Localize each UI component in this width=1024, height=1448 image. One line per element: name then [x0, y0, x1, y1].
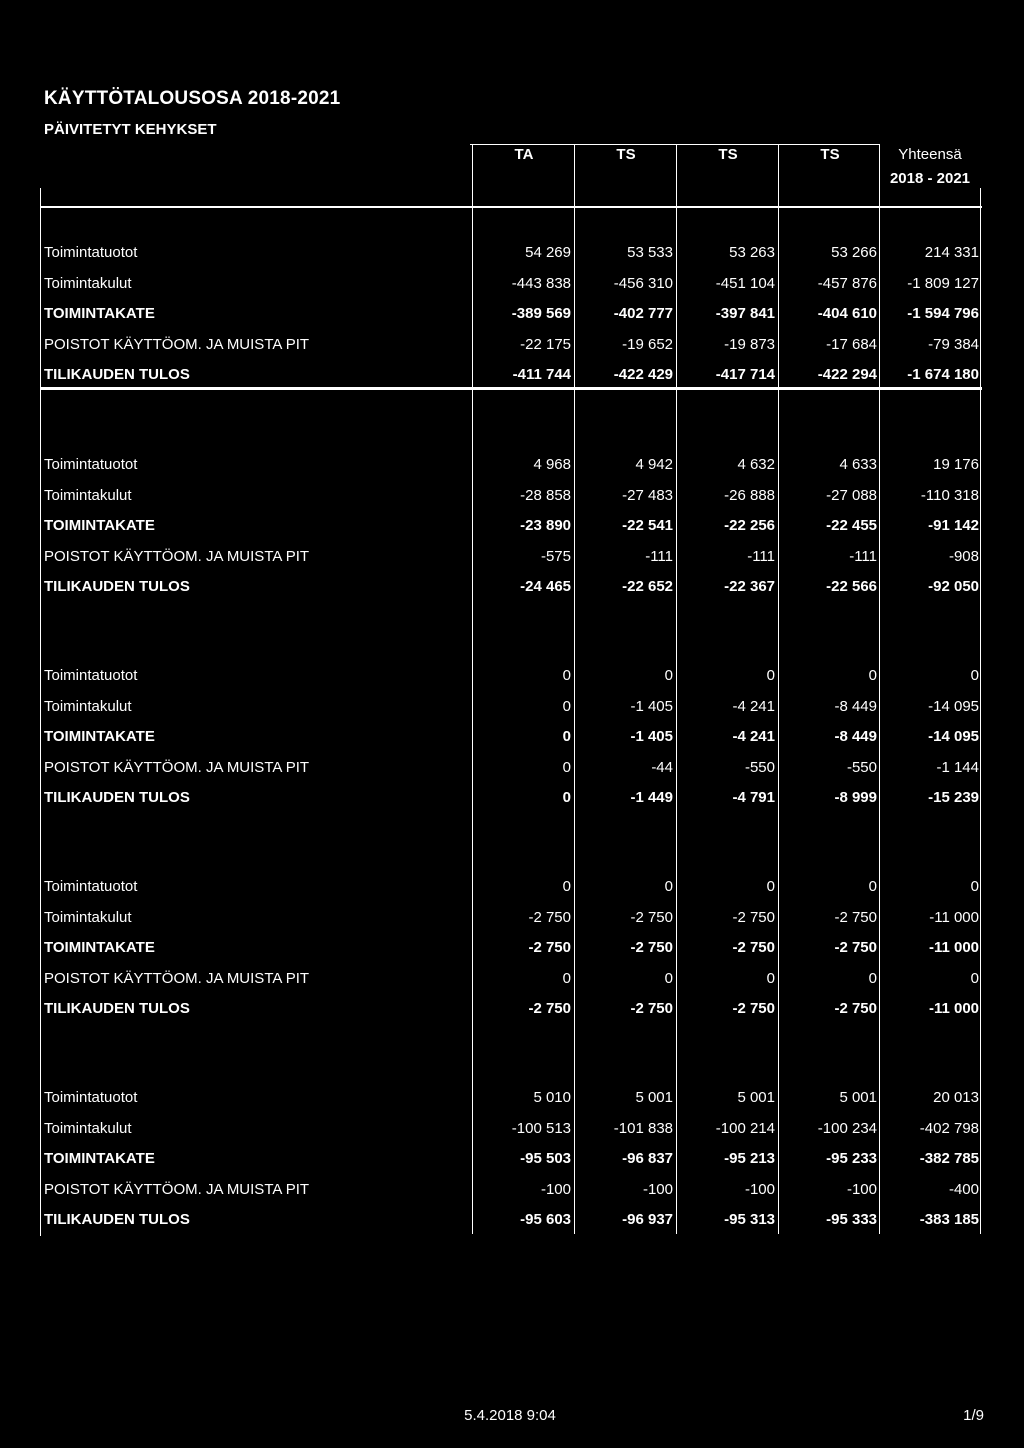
row-value: -550 [846, 758, 877, 776]
table-row [44, 274, 984, 304]
row-value: -100 [540, 1180, 571, 1198]
table-row [44, 486, 984, 516]
row-value: -23 890 [520, 517, 571, 534]
row-value: 0 [562, 758, 571, 776]
row-label: Toimintakulut [44, 486, 132, 504]
row-value: -402 777 [613, 305, 673, 322]
row-value: -15 239 [928, 789, 979, 806]
row-value: -402 798 [919, 1119, 979, 1137]
page-subtitle: PÄIVITETYT KEHYKSET [44, 121, 217, 138]
row-value: -1 144 [936, 758, 979, 776]
row-value: -389 569 [511, 305, 571, 322]
row-value: 0 [664, 667, 673, 684]
row-value: -22 455 [826, 517, 877, 534]
row-label: Toimintatuotot [44, 244, 138, 261]
column-header-ta: TA [514, 146, 534, 163]
column-header-ts-3: TS [820, 146, 840, 163]
row-value: -100 234 [817, 1119, 877, 1137]
row-value: -2 750 [732, 939, 775, 956]
row-label: Toimintatuotot [44, 456, 138, 473]
row-value: 0 [562, 789, 571, 806]
row-label: TILIKAUDEN TULOS [44, 1211, 190, 1228]
footer-date: 5.4.2018 9:04 [464, 1407, 556, 1424]
row-value: -111 [645, 547, 673, 565]
row-value: -908 [948, 547, 979, 565]
row-value: -95 603 [520, 1211, 571, 1228]
row-value: -95 233 [826, 1150, 877, 1167]
page-title: KÄYTTÖTALOUSOSA 2018-2021 [44, 88, 341, 109]
row-label: POISTOT KÄYTTÖOM. JA MUISTA PIT [44, 758, 310, 776]
table-row [44, 1180, 984, 1210]
row-value: -4 791 [732, 789, 775, 806]
row-value: -422 429 [613, 366, 673, 383]
footer-page-number: 1/9 [963, 1407, 984, 1424]
row-value: -2 750 [630, 939, 673, 956]
row-value: -383 185 [919, 1211, 979, 1228]
row-value: -28 858 [520, 486, 571, 504]
row-value: 0 [664, 878, 673, 895]
header-bottom-rule [40, 206, 982, 208]
section-1-heading-fragment [44, 216, 274, 226]
row-value: -111 [747, 547, 775, 565]
row-value: -456 310 [613, 274, 673, 292]
row-label: TOIMINTAKATE [44, 728, 155, 745]
row-value: -22 652 [622, 578, 673, 595]
row-value: -8 449 [834, 697, 877, 715]
row-value: 53 266 [831, 244, 877, 261]
row-value: -1 449 [630, 789, 673, 806]
row-label: Toimintakulut [44, 697, 132, 715]
column-header-ts-2: TS [718, 146, 738, 163]
row-value: 19 176 [933, 456, 979, 473]
row-value: 0 [664, 969, 673, 987]
table-row [44, 1149, 984, 1179]
row-value: 20 013 [933, 1089, 979, 1106]
table-row [44, 697, 984, 727]
row-value: 4 968 [533, 456, 571, 473]
row-value: -2 750 [528, 1000, 571, 1017]
column-header-total: Yhteensä [898, 146, 962, 163]
row-value: -2 750 [732, 908, 775, 926]
table-row [44, 727, 984, 757]
column-divider [574, 144, 575, 1234]
table-row [44, 547, 984, 577]
row-value: -2 750 [528, 939, 571, 956]
row-value: -1 594 796 [907, 305, 979, 322]
row-label: Toimintatuotot [44, 878, 138, 895]
row-value: -110 318 [920, 486, 979, 504]
row-value: -19 652 [622, 335, 673, 353]
row-value: -382 785 [919, 1150, 979, 1167]
table-row [44, 455, 984, 485]
row-value: 0 [868, 667, 877, 684]
row-value: -22 541 [622, 517, 673, 534]
row-value: -2 750 [630, 908, 673, 926]
row-value: -19 873 [724, 335, 775, 353]
row-value: 0 [766, 667, 775, 684]
row-value: 0 [766, 878, 775, 895]
row-value: -400 [948, 1180, 979, 1198]
row-value: -95 213 [724, 1150, 775, 1167]
row-value: -100 [642, 1180, 673, 1198]
table-row [44, 304, 984, 334]
row-value: 0 [562, 969, 571, 987]
row-value: -100 [846, 1180, 877, 1198]
row-label: TOIMINTAKATE [44, 1150, 155, 1167]
row-label: Toimintatuotot [44, 1089, 138, 1106]
row-value: -443 838 [511, 274, 571, 292]
row-value: -14 095 [928, 728, 979, 745]
row-label: TILIKAUDEN TULOS [44, 578, 190, 595]
row-value: 53 533 [627, 244, 673, 261]
row-value: -1 405 [630, 697, 673, 715]
row-value: -17 684 [826, 335, 877, 353]
column-header-total-period: 2018 - 2021 [889, 170, 971, 187]
row-label: Toimintakulut [44, 274, 132, 292]
row-value: -26 888 [724, 486, 775, 504]
table-row [44, 877, 984, 907]
row-value: -22 367 [724, 578, 775, 595]
row-value: -101 838 [613, 1119, 673, 1137]
row-label: POISTOT KÄYTTÖOM. JA MUISTA PIT [44, 969, 310, 987]
row-value: 54 269 [525, 244, 571, 261]
row-value: -11 000 [929, 908, 979, 926]
table-row [44, 666, 984, 696]
row-value: 0 [868, 969, 877, 987]
row-label: Toimintatuotot [44, 667, 138, 684]
row-label: POISTOT KÄYTTÖOM. JA MUISTA PIT [44, 547, 310, 565]
row-label: TOIMINTAKATE [44, 939, 155, 956]
column-divider [472, 144, 473, 1234]
row-value: -417 714 [715, 366, 775, 383]
column-divider [676, 144, 677, 1234]
table-row [44, 1210, 984, 1240]
row-value: -11 000 [928, 939, 979, 956]
row-value: -44 [651, 758, 673, 776]
row-value: -79 384 [928, 335, 979, 353]
row-value: 5 001 [839, 1089, 877, 1106]
row-label: TILIKAUDEN TULOS [44, 1000, 190, 1017]
table-row [44, 1088, 984, 1118]
row-value: 0 [970, 878, 979, 895]
row-value: -2 750 [834, 908, 877, 926]
table-row [44, 908, 984, 938]
row-value: -2 750 [732, 1000, 775, 1017]
row-value: 0 [562, 667, 571, 684]
row-value: 5 010 [533, 1089, 571, 1106]
row-value: 0 [766, 969, 775, 987]
header-top-rule [470, 144, 880, 145]
row-value: -397 841 [715, 305, 775, 322]
table-row [44, 788, 984, 818]
row-value: -27 483 [622, 486, 673, 504]
table-row [44, 1119, 984, 1149]
row-value: -1 809 127 [907, 274, 979, 292]
table-row [44, 758, 984, 788]
row-value: -95 313 [724, 1211, 775, 1228]
row-value: -22 256 [724, 517, 775, 534]
row-label: TILIKAUDEN TULOS [44, 366, 190, 383]
row-value: -411 744 [512, 366, 571, 383]
row-value: 0 [562, 697, 571, 715]
row-value: 5 001 [635, 1089, 673, 1106]
row-value: -1 405 [630, 728, 673, 745]
row-value: -92 050 [928, 578, 979, 595]
row-value: 4 633 [839, 456, 877, 473]
row-value: -24 465 [520, 578, 571, 595]
row-label: Toimintakulut [44, 908, 132, 926]
row-value: 0 [970, 969, 979, 987]
row-value: -2 750 [834, 1000, 877, 1017]
row-label: POISTOT KÄYTTÖOM. JA MUISTA PIT [44, 335, 310, 353]
row-value: -95 333 [826, 1211, 877, 1228]
table-row [44, 243, 984, 273]
row-value: -422 294 [817, 366, 877, 383]
row-value: -100 [744, 1180, 775, 1198]
row-value: -95 503 [520, 1150, 571, 1167]
row-value: -1 674 180 [907, 366, 979, 383]
table-row [44, 335, 984, 365]
row-label: Toimintakulut [44, 1119, 132, 1137]
row-value: -22 566 [826, 578, 877, 595]
row-value: -8 999 [834, 789, 877, 806]
row-value: -11 000 [928, 1000, 979, 1017]
column-divider [879, 144, 880, 1234]
row-label: POISTOT KÄYTTÖOM. JA MUISTA PIT [44, 1180, 310, 1198]
table-left-border [40, 188, 41, 1236]
row-value: -8 449 [834, 728, 877, 745]
row-value: -96 937 [622, 1211, 673, 1228]
column-header-ts-1: TS [616, 146, 636, 163]
row-value: 4 942 [635, 456, 673, 473]
row-value: -451 104 [715, 274, 775, 292]
table-row [44, 969, 984, 999]
row-value: -91 142 [928, 517, 979, 534]
row-value: -14 095 [928, 697, 979, 715]
table-row [44, 938, 984, 968]
row-value: -27 088 [826, 486, 877, 504]
row-label: TOIMINTAKATE [44, 517, 155, 534]
row-label: TOIMINTAKATE [44, 305, 155, 322]
row-value: -4 241 [732, 728, 775, 745]
row-value: 5 001 [737, 1089, 775, 1106]
table-row [44, 365, 984, 395]
row-label: TILIKAUDEN TULOS [44, 789, 190, 806]
row-value: 0 [970, 667, 979, 684]
row-value: 0 [562, 878, 571, 895]
row-value: 4 632 [737, 456, 775, 473]
row-value: 0 [868, 878, 877, 895]
table-row [44, 577, 984, 607]
column-divider [778, 144, 779, 1234]
table-right-border [980, 188, 981, 1234]
row-value: -2 750 [528, 908, 571, 926]
row-value: -22 175 [520, 335, 571, 353]
row-value: -457 876 [817, 274, 877, 292]
row-value: 0 [562, 728, 571, 745]
row-value: 53 263 [729, 244, 775, 261]
row-value: -100 513 [511, 1119, 571, 1137]
row-value: -575 [540, 547, 571, 565]
row-value: -111 [849, 547, 877, 565]
table-row [44, 516, 984, 546]
row-value: -4 241 [732, 697, 775, 715]
row-value: -96 837 [622, 1150, 673, 1167]
row-value: 214 331 [924, 244, 979, 261]
row-value: -2 750 [834, 939, 877, 956]
row-value: -2 750 [630, 1000, 673, 1017]
row-value: -404 610 [817, 305, 877, 322]
row-value: -550 [744, 758, 775, 776]
table-row [44, 999, 984, 1029]
row-value: -100 214 [715, 1119, 775, 1137]
